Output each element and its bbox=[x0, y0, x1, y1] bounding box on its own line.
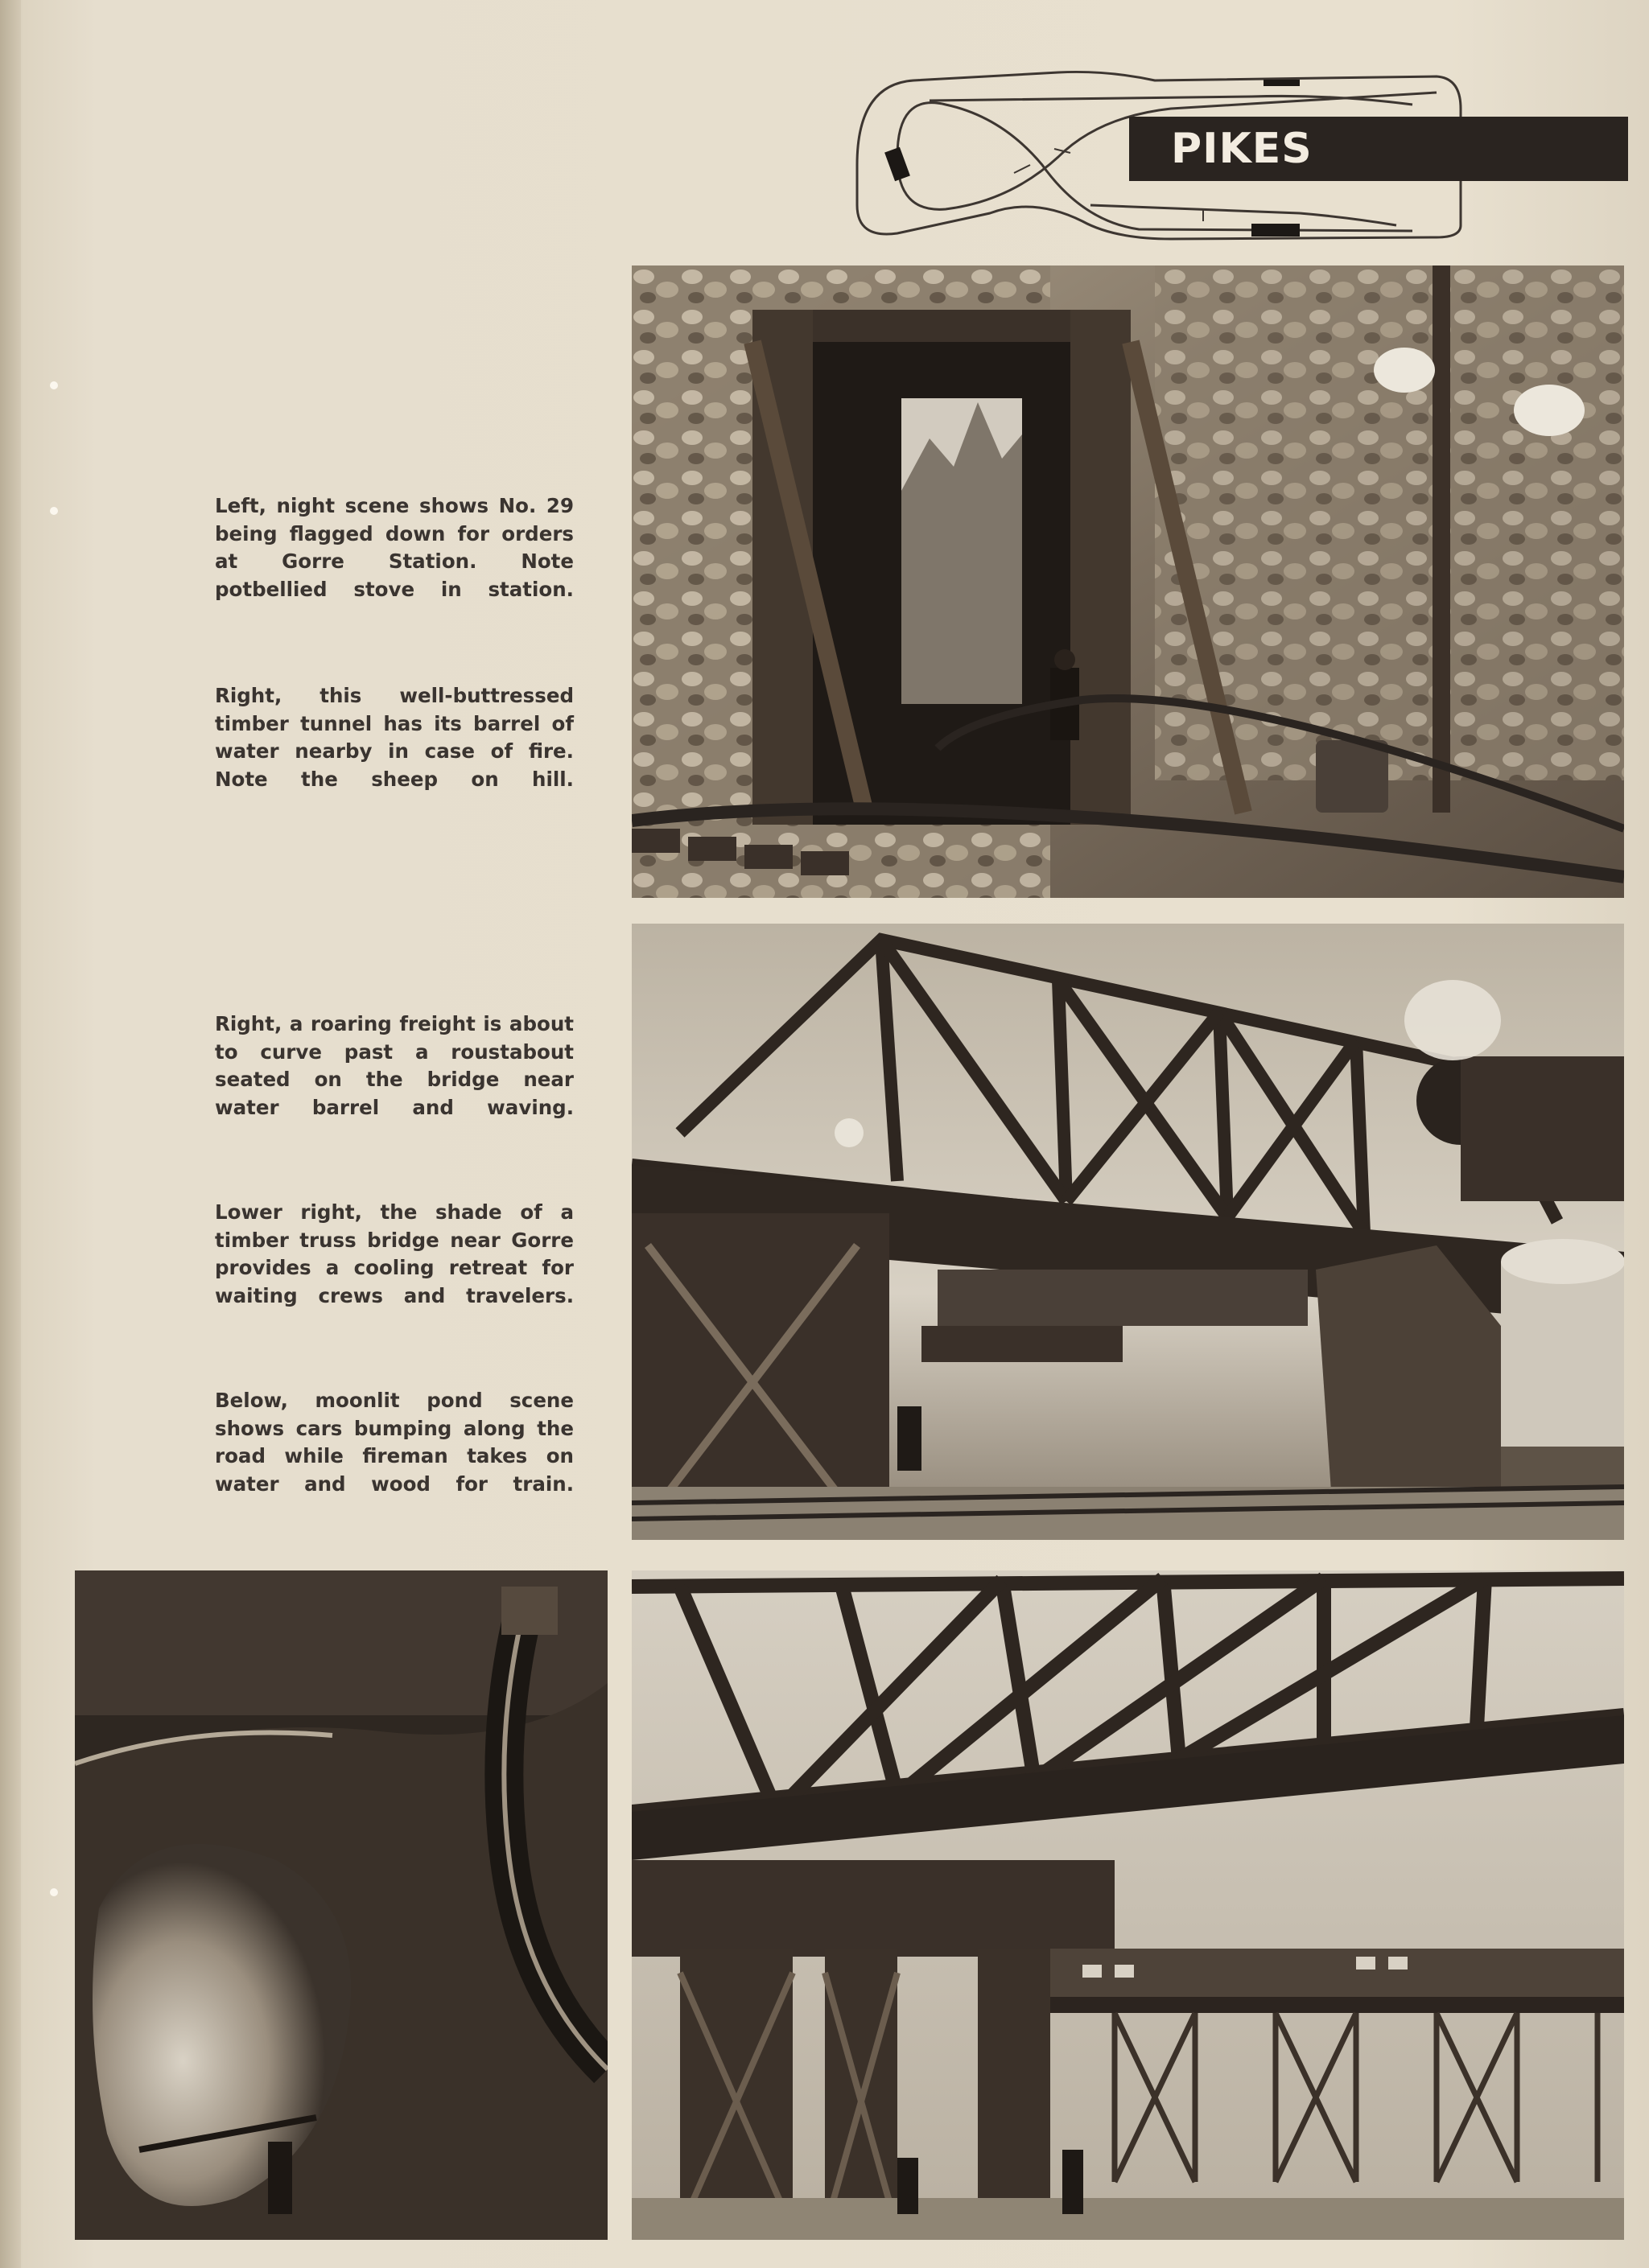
caption-night-scene: Left, night scene shows No. 29 being flagged down for orders at Gorre Station. Note potbellied stove in station. bbox=[215, 494, 574, 601]
staple-hole bbox=[50, 381, 58, 389]
timber-tunnel-image bbox=[632, 265, 1624, 898]
page-title: PIKES bbox=[1171, 125, 1313, 173]
caption-roaring-freight: Right, a roaring freight is about to curve past a roustabout seated on the bridge near water barrel and waving. bbox=[215, 1012, 574, 1119]
photo-truss-bridge-shade bbox=[632, 1570, 1624, 2240]
photo-moonlit-pond bbox=[75, 1570, 608, 2240]
moonlit-pond-image bbox=[75, 1570, 608, 2240]
freight-bridge-image bbox=[632, 924, 1624, 1540]
truss-bridge-shade-image bbox=[632, 1570, 1624, 2240]
staple-hole bbox=[50, 507, 58, 515]
caption-moonlit-pond: Below, moonlit pond scene shows cars bumping along the road while fireman takes on water and wood for train. bbox=[215, 1389, 574, 1496]
caption-truss-bridge-shade: Lower right, the shade of a timber truss bridge near Gorre provides a cooling retreat for waiting crews and travelers. bbox=[215, 1200, 574, 1307]
caption-timber-tunnel: Right, this well-buttressed timber tunnel has its barrel of water nearby in case of fire. Note the sheep on hill. bbox=[215, 684, 574, 791]
photo-timber-tunnel bbox=[632, 265, 1624, 898]
staple-hole bbox=[50, 1888, 58, 1896]
binding-edge bbox=[0, 0, 21, 2268]
photo-freight-bridge bbox=[632, 924, 1624, 1540]
